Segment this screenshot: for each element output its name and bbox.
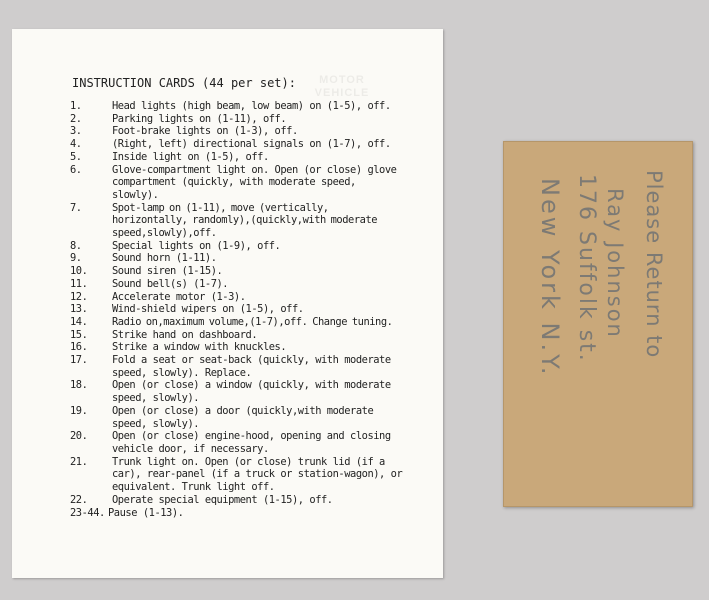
- handwritten-line: Ray Johnson: [603, 188, 627, 339]
- item-number: 20.: [70, 430, 88, 443]
- item-number: 15.: [70, 328, 88, 341]
- list-item: [70, 303, 403, 316]
- item-text: Sound siren (1-15).: [112, 265, 223, 278]
- item-number: 11.: [70, 277, 88, 290]
- item-text: Operate special equipment (1-15), off.: [112, 493, 333, 506]
- list-item: [70, 138, 403, 151]
- item-text: Parking lights on (1-11), off.: [112, 112, 287, 125]
- list-item: [70, 291, 403, 304]
- handwritten-line: 176 Suffolk st.: [574, 174, 599, 363]
- instruction-list: [70, 100, 403, 519]
- list-item: [70, 164, 403, 202]
- item-number: 12.: [70, 290, 88, 303]
- item-number: 21.: [70, 455, 88, 468]
- list-item: [70, 379, 403, 404]
- list-item: [70, 329, 403, 342]
- item-text: Accelerate motor (1-3).: [112, 290, 246, 303]
- item-number: 19.: [70, 404, 88, 417]
- item-number: 9.: [70, 252, 82, 265]
- item-text: Trunk light on. Open (or close) trunk lid (if a car), rear-panel (if a truck or station-wagon), or equivalent. Trunk light off.: [112, 455, 403, 494]
- item-number: 14.: [70, 315, 88, 328]
- item-number: 6.: [70, 163, 82, 176]
- item-number: 4.: [70, 138, 82, 151]
- list-item: [70, 341, 403, 354]
- handwritten-line: New York N.Y.: [536, 178, 564, 378]
- item-number: 22.: [70, 493, 88, 506]
- item-text: Fold a seat or seat-back (quickly, with moderate speed, slowly). Replace.: [112, 354, 391, 379]
- item-number: 7.: [70, 201, 82, 214]
- item-number: 23-44.: [70, 506, 105, 519]
- item-text: Strike hand on dashboard.: [112, 328, 258, 341]
- list-item: [70, 405, 403, 430]
- item-text: Special lights on (1-9), off.: [112, 239, 281, 252]
- item-text: Open (or close) a door (quickly,with moderate speed, slowly).: [112, 404, 374, 430]
- item-number: 1.: [70, 100, 82, 112]
- list-item: [70, 316, 403, 329]
- item-text: (Right, left) directional signals on (1-7), off.: [112, 138, 391, 151]
- item-text: Strike a window with knuckles.: [112, 341, 287, 354]
- list-item: [70, 125, 403, 138]
- list-item: [70, 202, 403, 240]
- card-title: INSTRUCTION CARDS (44 per set):: [72, 76, 296, 90]
- item-text: Radio on,maximum volume,(1-7),off. Change tuning.: [112, 315, 393, 328]
- item-number: 5.: [70, 150, 82, 163]
- item-number: 18.: [70, 379, 88, 392]
- list-item: [70, 278, 403, 291]
- list-item: [70, 507, 403, 520]
- item-number: 8.: [70, 239, 82, 252]
- list-item: [70, 456, 403, 494]
- item-number: 17.: [70, 354, 88, 367]
- handwritten-line: Please Return to: [642, 170, 666, 359]
- show-through-text: MOTOR VEHICLE: [314, 74, 370, 99]
- list-item: [70, 240, 403, 253]
- list-item: [70, 151, 403, 164]
- item-text: Pause (1-13).: [108, 506, 184, 519]
- list-item: [70, 100, 403, 113]
- item-text: Sound bell(s) (1-7).: [112, 277, 229, 290]
- item-number: 3.: [70, 125, 82, 138]
- item-number: 16.: [70, 341, 88, 354]
- item-number: 2.: [70, 112, 82, 125]
- list-item: [70, 430, 403, 455]
- item-text: Wind-shield wipers on (1-5), off.: [112, 303, 304, 316]
- item-text: Open (or close) a window (quickly, with moderate speed, slowly).: [112, 379, 391, 405]
- item-text: Glove-compartment light on. Open (or close) glove compartment (quickly, with moderate speed, slowly).: [112, 163, 397, 201]
- list-item: [70, 354, 403, 379]
- item-text: Sound horn (1-11).: [112, 252, 217, 265]
- list-item: [70, 494, 403, 507]
- list-item: [70, 265, 403, 278]
- item-text: Inside light on (1-5), off.: [112, 150, 269, 163]
- item-text: Foot-brake lights on (1-3), off.: [112, 125, 298, 138]
- instruction-card: [12, 29, 443, 578]
- item-number: 10.: [70, 265, 88, 278]
- list-item: [70, 113, 403, 126]
- list-item: [70, 252, 403, 265]
- item-number: 13.: [70, 303, 88, 316]
- item-text: Spot-lamp on (1-11), move (vertically, horizontally, randomly),(quickly,with moderate speed,slowly),off.: [112, 201, 378, 240]
- return-envelope: [503, 141, 693, 507]
- item-text: Head lights (high beam, low beam) on (1-5), off.: [112, 100, 391, 112]
- item-text: Open (or close) engine-hood, opening and closing vehicle door, if necessary.: [112, 430, 391, 455]
